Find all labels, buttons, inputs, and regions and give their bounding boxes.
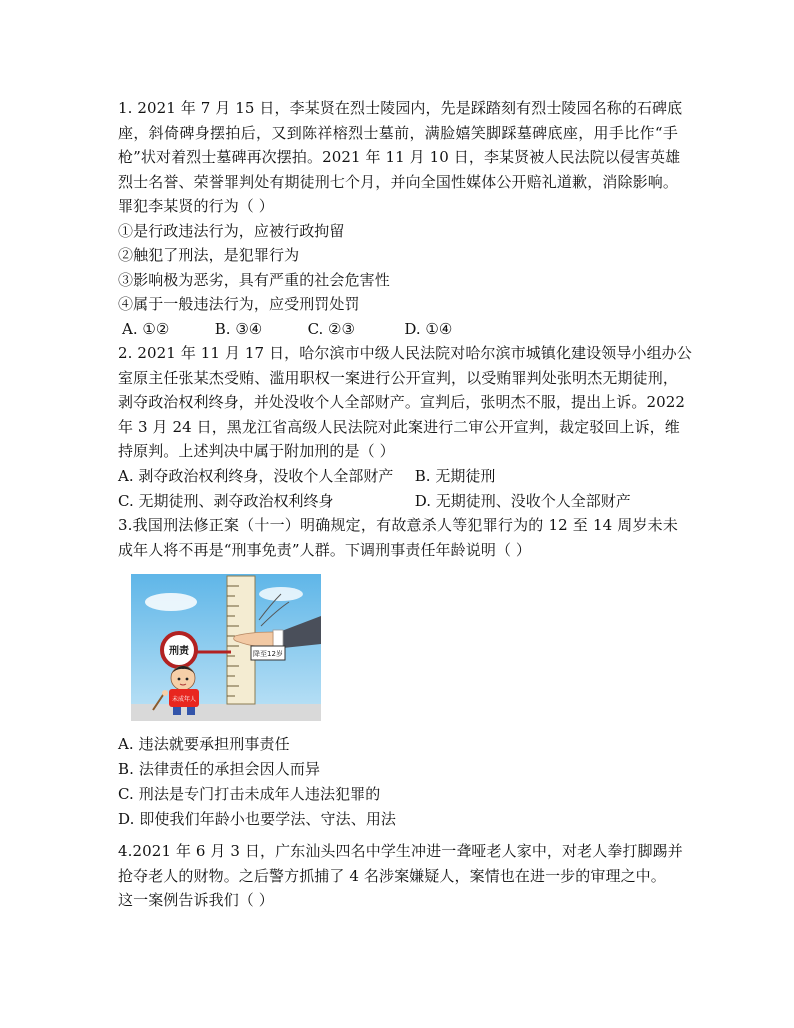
q2-options-row-2	[118, 489, 631, 513]
q2-stem-line: 剥夺政治权利终身，并处没收个人全部财产。宣判后，张明杰不服，提出上诉。2022	[118, 393, 686, 411]
q4-stem-line: 抢夺老人的财物。之后警方抓捕了 4 名涉案嫌疑人，案情也在进一步的审理之中。	[118, 867, 666, 885]
q3-option-d[interactable]: D. 即使我们年龄小也要学法、守法、用法	[118, 810, 397, 828]
q1-statement-1: ①是行政违法行为，应被行政拘留	[118, 222, 345, 240]
q4-stem-line: 4.2021 年 6 月 3 日，广东汕头四名中学生冲进一聋哑老人家中，对老人拳打脚踢并	[118, 842, 683, 860]
badge-label: 刑责	[169, 646, 189, 657]
q1-option-d[interactable]: D. ①④	[404, 320, 453, 338]
q3-option-b[interactable]: B. 法律责任的承担会因人而异	[118, 760, 321, 778]
q1-option-c[interactable]: C. ②③	[307, 320, 355, 338]
age-ruler-cartoon	[131, 574, 321, 721]
q4-question-line: 这一案例告诉我们（ ）	[118, 891, 274, 909]
shirt-label: 未成年人	[171, 696, 197, 703]
q1-stem-line: 座，斜倚碑身摆拍后，又到陈祥榕烈士墓前，满脸嬉笑脚踩墓碑底座，用手比作“手	[118, 124, 678, 142]
q2-options-row-1	[118, 464, 495, 488]
q2-option-d[interactable]: D. 无期徒刑、没收个人全部财产	[414, 492, 631, 510]
q1-stem-line: 枪”状对着烈士墓碑再次摆拍。2021 年 11 月 10 日，李某贤被人民法院以侵害英雄	[118, 148, 681, 166]
q2-question-line: 持原判。上述判决中属于附加刑的是（ ）	[118, 442, 395, 460]
q3-stem-line: 3.我国刑法修正案（十一）明确规定，有故意杀人等犯罪行为的 12 至 14 周岁未未	[118, 516, 678, 534]
q2-option-b[interactable]: B. 无期徒刑	[414, 467, 496, 485]
q3-option-a[interactable]: A. 违法就要承担刑事责任	[118, 735, 290, 753]
q2-option-c[interactable]: C. 无期徒刑、剥夺政治权利终身	[118, 492, 334, 510]
q1-statement-2: ②触犯了刑法，是犯罪行为	[118, 246, 300, 264]
q2-option-a[interactable]: A. 剥夺政治权利终身，没收个人全部财产	[118, 467, 394, 485]
q1-options	[122, 317, 452, 341]
sign-label: 降至12岁	[253, 650, 283, 658]
q1-option-a[interactable]: A. ①②	[122, 320, 170, 338]
q3-option-c[interactable]: C. 刑法是专门打击未成年人违法犯罪的	[118, 785, 381, 803]
q1-stem-line: 烈士名誉、荣誉罪判处有期徒刑七个月，并向全国性媒体公开赔礼道歉，消除影响。	[118, 173, 678, 191]
q1-stem-line: 1. 2021 年 7 月 15 日，李某贤在烈士陵园内，先是踩踏刻有烈士陵园名称的石碑底	[118, 99, 683, 117]
q2-stem-line: 年 3 月 24 日，黑龙江省高级人民法院对此案进行二审公开宣判，裁定驳回上诉，维	[118, 418, 680, 436]
q2-stem-line: 2. 2021 年 11 月 17 日，哈尔滨市中级人民法院对哈尔滨市城镇化建设领导小组办公	[118, 344, 692, 362]
q1-statement-3: ③影响极为恶劣，具有严重的社会危害性	[118, 271, 390, 289]
q1-statement-4: ④属于一般违法行为，应受刑罚处罚	[118, 295, 360, 313]
q1-option-b[interactable]: B. ③④	[214, 320, 263, 338]
q3-question-line: 成年人将不再是“刑事免责”人群。下调刑事责任年龄说明（ ）	[118, 541, 532, 559]
q2-stem-line: 室原主任张某杰受贿、滥用职权一案进行公开宣判，以受贿罪判处张明杰无期徒刑，	[118, 369, 678, 387]
q1-question-line: 罪犯李某贤的行为（ ）	[118, 197, 274, 215]
